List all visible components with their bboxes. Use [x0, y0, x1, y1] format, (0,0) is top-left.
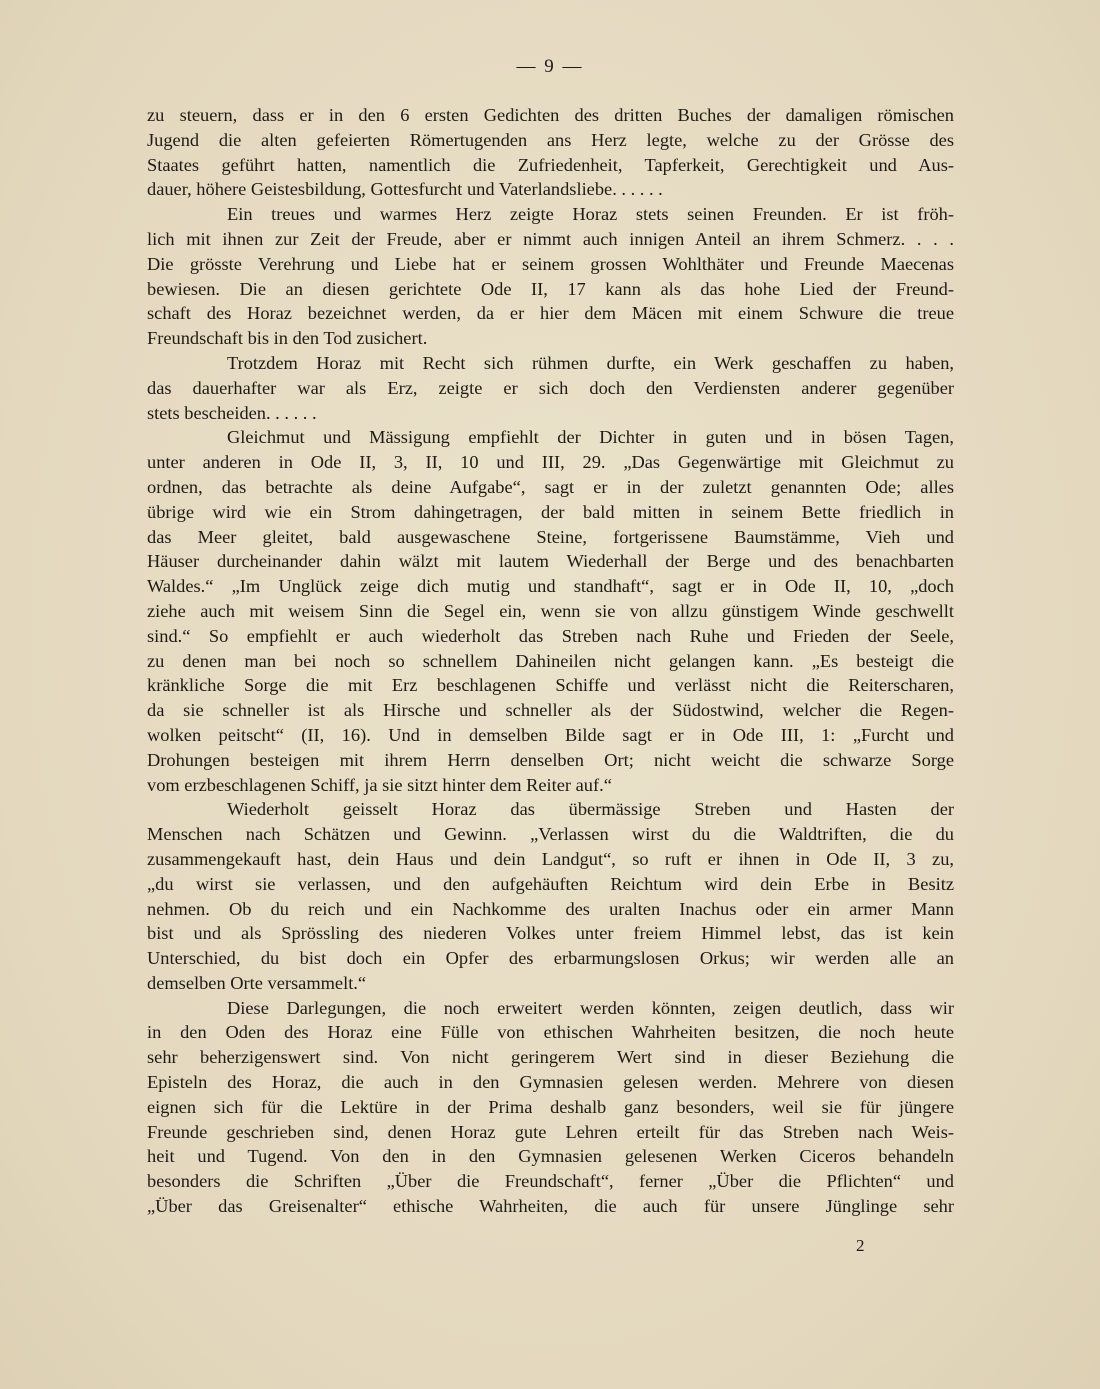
text-line: „du wirst sie verlassen, und den aufgehäuften Reichtum wird dein Erbe in Besitz [147, 873, 954, 894]
text-line: Ein treues und warmes Herz zeigte Horaz stets seinen Freunden. Er ist fröh- [227, 204, 954, 225]
text-line: besonders die Schriften „Über die Freundschaft“, ferner „Über die Pflichten“ und [147, 1171, 954, 1192]
text-line: demselben Orte versammelt.“ [147, 972, 367, 993]
text-line: bewiesen. Die an diesen gerichtete Ode II, 17 kann als das hohe Lied der Freund- [147, 278, 954, 299]
body-text [147, 103, 954, 1219]
text-line: Episteln des Horaz, die auch in den Gymnasien gelesen werden. Mehrere von diesen [147, 1072, 954, 1093]
text-line: „Über das Greisenalter“ ethische Wahrheiten, die auch für unsere Jünglinge sehr [147, 1196, 954, 1217]
text-line: Die grösste Verehrung und Liebe hat er seinem grossen Wohlthäter und Freunde Maecenas [147, 253, 954, 274]
text-line: Wiederholt geisselt Horaz das übermässige Streben und Hasten der [227, 799, 954, 820]
text-line: schaft des Horaz bezeichnet werden, da er hier dem Mäcen mit einem Schwure die treue [147, 303, 954, 324]
text-line: kränkliche Sorge die mit Erz beschlagenen Schiffe und verlässt nicht die Reiterscharen, [147, 675, 954, 696]
text-line: sehr beherzigenswert sind. Von nicht geringerem Wert sind in dieser Beziehung die [147, 1047, 954, 1068]
text-line: nehmen. Ob du reich und ein Nachkomme des uralten Inachus oder ein armer Mann [147, 898, 954, 919]
text-line: unter anderen in Ode II, 3, II, 10 und III, 29. „Das Gegenwärtige mit Gleichmut zu [147, 452, 954, 473]
text-line: Häuser durcheinander dahin wälzt mit lautem Wiederhall der Berge und des benachbarten [147, 551, 954, 572]
text-line: Staates geführt hatten, namentlich die Zufriedenheit, Tapferkeit, Gerechtigkeit und Aus- [147, 154, 954, 175]
text-line: dauer, höhere Geistesbildung, Gottesfurcht und Vaterlandsliebe. . . . . . [147, 179, 663, 200]
text-line: Trotzdem Horaz mit Recht sich rühmen durfte, ein Werk geschaffen zu haben, [227, 352, 954, 373]
text-line: Drohungen besteigen mit ihrem Herrn denselben Ort; nicht weicht die schwarze Sorge [147, 749, 954, 770]
text-line: Waldes.“ „Im Unglück zeige dich mutig und standhaft“, sagt er in Ode II, 10, „doch [147, 576, 954, 597]
text-line: Jugend die alten gefeierten Römertugenden ans Herz legte, welche zu der Grösse des [147, 129, 954, 150]
signature-mark: 2 [856, 1236, 865, 1255]
text-line: ordnen, das betrachte als deine Aufgabe“, sagt er in der zuletzt genannten Ode; alles [147, 476, 954, 497]
text-line: das dauerhafter war als Erz, zeigte er sich doch den Verdiensten anderer gegenüber [147, 377, 954, 398]
text-line: stets bescheiden. . . . . . [147, 402, 317, 423]
text-line: Unterschied, du bist doch ein Opfer des erbarmungslosen Orkus; wir werden alle an [147, 948, 954, 969]
text-line: eignen sich für die Lektüre in der Prima deshalb ganz besonders, weil sie für jüngere [147, 1096, 954, 1117]
text-line: Gleichmut und Mässigung empfiehlt der Dichter in guten und in bösen Tagen, [227, 427, 954, 448]
text-line: vom erzbeschlagenen Schiff, ja sie sitzt hinter dem Reiter auf.“ [147, 774, 612, 795]
text-line: zu steuern, dass er in den 6 ersten Gedichten des dritten Buches der damaligen römischen [147, 105, 954, 125]
text-line: Freunde geschrieben sind, denen Horaz gute Lehren erteilt für das Streben nach Weis- [147, 1121, 954, 1142]
text-line: Freundschaft bis in den Tod zusichert. [147, 328, 428, 349]
text-line: sind.“ So empfiehlt er auch wiederholt das Streben nach Ruhe und Frieden der Seele, [147, 625, 954, 646]
text-line: heit und Tugend. Von den in den Gymnasien gelesenen Werken Ciceros behandeln [147, 1146, 954, 1167]
text-line: bist und als Sprössling des niederen Volkes unter freiem Himmel lebst, das ist kein [147, 923, 954, 944]
text-line: in den Oden des Horaz eine Fülle von ethischen Wahrheiten besitzen, die noch heute [147, 1022, 954, 1043]
text-line: Menschen nach Schätzen und Gewinn. „Verlassen wirst du die Waldtriften, die du [147, 824, 954, 845]
text-line: Diese Darlegungen, die noch erweitert werden könnten, zeigen deutlich, dass wir [227, 997, 954, 1018]
text-line: lich mit ihnen zur Zeit der Freude, aber er nimmt auch innigen Anteil an ihrem Schmerz. . . . [147, 228, 954, 249]
text-line: ziehe auch mit weisem Sinn die Segel ein, wenn sie von allzu günstigem Winde geschwellt [147, 600, 954, 621]
text-line: zu denen man bei noch so schnellem Dahineilen nicht gelangen kann. „Es besteigt die [147, 650, 954, 671]
text-line: das Meer gleitet, bald ausgewaschene Steine, fortgerissene Baumstämme, Vieh und [147, 526, 954, 547]
text-line: übrige wird wie ein Strom dahingetragen, der bald mitten in seinem Bette friedlich in [147, 501, 954, 522]
page-number: — 9 — [516, 56, 584, 77]
text-line: da sie schneller ist als Hirsche und schneller als der Südostwind, welcher die Regen- [147, 700, 954, 721]
text-line: zusammengekauft hast, dein Haus und dein Landgut“, so ruft er ihnen in Ode II, 3 zu, [147, 848, 954, 869]
text-line: wolken peitscht“ (II, 16). Und in demselben Bilde sagt er in Ode III, 1: „Furcht und [147, 724, 954, 745]
